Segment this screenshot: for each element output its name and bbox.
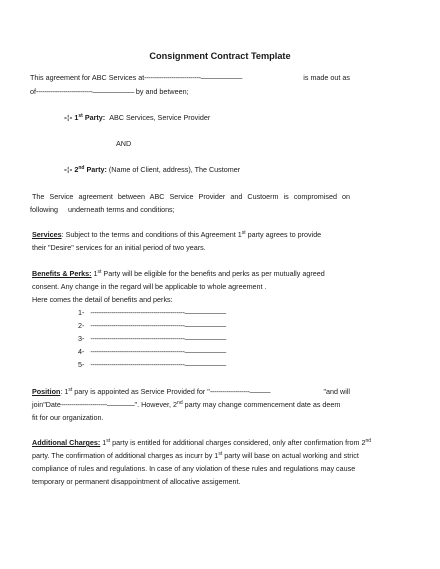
intro-place-blank: ---------------------------—————— (36, 87, 134, 96)
party-1 (64, 114, 210, 122)
benefit-item-number: 1- (78, 308, 85, 317)
party-1-text: ABC Services, Service Provider (109, 113, 211, 122)
benefit-item-blank: ---------------------------------------------—————— (90, 347, 226, 356)
position-line-2 (32, 401, 340, 408)
party-1-suffix: st (78, 113, 83, 119)
benefits-line-3: Here comes the detail of benefits and perks: (32, 295, 173, 304)
party-1-bullet-icon: -¦- (64, 114, 73, 122)
additional-line-4: temporary or permanent disappointment of allocative assigement. (32, 477, 241, 486)
additional-line-1 (32, 439, 371, 446)
position-text-1b: pary is appointed as Service Provided for " (72, 387, 210, 396)
services-text-1b: party agrees to provide (245, 230, 322, 239)
intro-line-2 (30, 88, 189, 95)
position-role-blank: -------------------——— (209, 387, 271, 396)
position-text-2c: party may change commencement date as deem (182, 400, 341, 409)
additional-sup-3: st (218, 451, 223, 457)
party-2-label: Party: (86, 165, 107, 174)
benefit-item-number: 2- (78, 321, 85, 330)
service-agreement-line-1: The Service agreement between ABC Service Provider and Custoerm is compromised on (32, 192, 350, 201)
benefits-line-1 (32, 270, 325, 277)
additional-line-2 (32, 452, 359, 459)
intro-text-2b: by and between; (135, 87, 189, 96)
intro-text-1b: is made out as (303, 73, 350, 82)
benefits-line-2: consent. Any change in the regard will be applicable to whole agreement . (32, 282, 267, 291)
additional-sup: st (106, 438, 111, 444)
benefits-heading: Benefits & Perks: (32, 269, 92, 278)
additional-heading: Additional Charges: (32, 438, 101, 447)
services-line-2: their "Desire" services for an initial period of two years. (32, 243, 206, 252)
benefit-item (78, 348, 226, 355)
intro-text-1a: This agreement for ABC Services at (30, 73, 145, 82)
benefit-item-blank: ---------------------------------------------—————— (90, 334, 226, 343)
position-text-2a: join"Date (32, 400, 61, 409)
additional-line-3: compliance of rules and regulations. In case of any violation of these rules and regulations may cause (32, 464, 356, 473)
services-sup: st (241, 230, 246, 236)
benefit-item (78, 322, 226, 329)
position-sup: st (68, 387, 73, 393)
services-line-1 (32, 231, 350, 238)
additional-text-1a: 1 (100, 438, 107, 447)
party-2 (64, 166, 240, 174)
position-text-1c: "and will (323, 387, 350, 396)
position-date-blank: ----------------------———— (60, 400, 135, 409)
benefit-item (78, 309, 226, 316)
service-agreement-text-2a: following (30, 205, 58, 214)
service-agreement-line-2 (30, 206, 175, 213)
benefit-item-number: 5- (78, 360, 85, 369)
benefit-item-blank: ---------------------------------------------—————— (90, 360, 226, 369)
additional-text-2a: party. The confirmation of additional charges as incurr by 1 (32, 451, 219, 460)
additional-text-2b: party will base on actual working and strict (222, 451, 359, 460)
document-title: Consignment Contract Template (149, 51, 291, 61)
position-heading: Position (32, 387, 61, 396)
party-2-text: (Name of Client, address), The Customer (108, 165, 241, 174)
position-line-3: fit for our organization. (32, 413, 104, 422)
benefits-sup: st (97, 269, 102, 275)
party-2-suffix: nd (78, 165, 85, 171)
additional-sup-2: nd (365, 438, 372, 444)
benefits-text-1b: Party will be eligible for the benefits and perks as per mutually agreed (101, 269, 325, 278)
party-2-bullet-icon: -¦- (64, 166, 73, 174)
intro-text-2a: of (30, 87, 36, 96)
party-2-number: 2 (74, 165, 79, 174)
benefit-item (78, 361, 226, 368)
position-sup-2: nd (177, 400, 183, 406)
benefit-item-blank: ---------------------------------------------—————— (90, 308, 226, 317)
services-text-1a: : Subject to the terms and conditions of this Agreement 1 (61, 230, 242, 239)
benefit-item-number: 3- (78, 334, 85, 343)
benefit-item-blank: ---------------------------------------------—————— (90, 321, 226, 330)
service-agreement-text-2b: underneath terms and conditions; (67, 205, 175, 214)
benefit-item (78, 335, 226, 342)
intro-date-blank: ---------------------------—————— (144, 73, 243, 82)
additional-text-1b: party is entitled for additional charges considered, only after confirmation from 2 (110, 438, 366, 447)
party-1-label: Party: (84, 113, 106, 122)
services-heading: Services (32, 230, 62, 239)
and-text: AND (116, 139, 132, 148)
benefits-text-1a: 1 (91, 269, 98, 278)
position-text-1a: : 1 (60, 387, 69, 396)
position-text-2b: ". However, 2 (134, 400, 178, 409)
party-1-number: 1 (74, 113, 79, 122)
benefit-item-number: 4- (78, 347, 85, 356)
